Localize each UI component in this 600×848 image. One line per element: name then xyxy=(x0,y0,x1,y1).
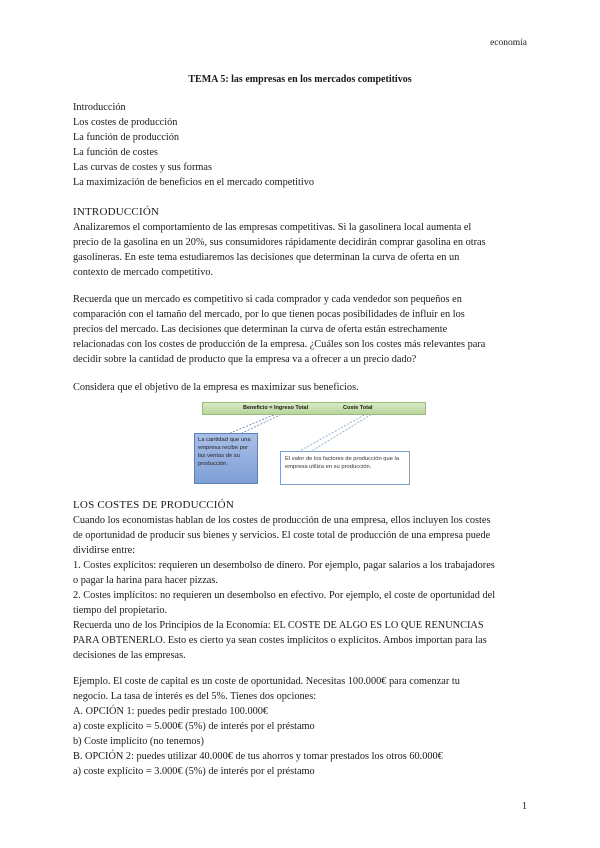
intro-section xyxy=(73,205,528,280)
toc-item: Las curvas de costes y sus formas xyxy=(73,162,212,173)
page-title: TEMA 5: las empresas en los mercados competitivos xyxy=(188,74,412,85)
paragraph-line: negocio. La tasa de interés es del 5%. Tienes dos opciones: xyxy=(73,691,317,702)
toc-item: Los costes de producción xyxy=(73,117,178,128)
callout-pointer-left xyxy=(228,414,282,434)
page-number: 1 xyxy=(522,801,527,812)
section-heading-intro: INTRODUCCIÓN xyxy=(73,206,160,218)
paragraph-line: o pagar la harina para hacer pizzas. xyxy=(73,575,218,586)
header-subject: economía xyxy=(490,38,527,48)
paragraph-line: 2. Costes implícitos: no requieren un desembolso en efectivo. Por ejemplo, el coste de oportunidad del xyxy=(73,590,496,601)
table-of-contents xyxy=(73,100,528,190)
paragraph-line: B. OPCIÓN 2: puedes utilizar 40.000€ de tus ahorros y tomar prestados los otros 60.000€ xyxy=(73,751,443,762)
paragraph-line: 1. Costes explícitos: requieren un desembolso de dinero. Por ejemplo, pagar salarios a los trabajadores xyxy=(73,560,495,571)
paragraph-line: A. OPCIÓN 1: puedes pedir prestado 100.000€ xyxy=(73,706,269,717)
paragraph-line: Recuerda que un mercado es competitivo si cada comprador y cada vendedor son pequeños en xyxy=(73,294,462,305)
paragraph-line: gasolineras. En este tema estudiaremos las decisiones que determinan la curva de oferta en un xyxy=(73,252,460,263)
callout-total-cost: El valor de los factores de producción que la empresa utiliza en su producción. xyxy=(280,451,410,485)
paragraph-line: a) coste explícito = 5.000€ (5%) de interés por el préstamo xyxy=(73,721,315,732)
toc-item: Introducción xyxy=(73,102,126,113)
paragraph-line: a) coste explícito = 3.000€ (5%) de interés por el préstamo xyxy=(73,766,315,777)
paragraph-line: b) Coste implícito (no tenemos) xyxy=(73,736,204,747)
paragraph-line: precio de la gasolina en un 20%, sus consumidores rápidamente decidirán comprar gasolina en otras xyxy=(73,237,486,248)
paragraph-line: dividirse entre: xyxy=(73,545,136,556)
formula-right: Coste Total xyxy=(343,405,373,411)
formula-left: Beneficio = Ingreso Total xyxy=(243,405,309,411)
paragraph-line: relacionadas con los costes de producción de la empresa. ¿Cuáles son los costes más relevantes para xyxy=(73,339,486,350)
intro-paragraph-2 xyxy=(73,292,528,367)
callout-total-revenue: La cantidad que una empresa recibe por las ventas de su producción. xyxy=(194,433,258,484)
toc-item: La función de producción xyxy=(73,132,180,143)
intro-paragraph-3 xyxy=(73,380,528,395)
paragraph-line: contexto de mercado competitivo. xyxy=(73,267,214,278)
paragraph-line: decidir sobre la cantidad de producto que la empresa va a ofrecer a un precio dado? xyxy=(73,354,417,365)
callout-pointer-right xyxy=(298,414,372,452)
paragraph-line: Considera que el objetivo de la empresa es maximizar sus beneficios. xyxy=(73,382,359,393)
paragraph-line: Recuerda uno de los Principios de la Economía: EL COSTE DE ALGO ES LO QUE RENUNCIAS xyxy=(73,620,484,631)
paragraph-line: comparación con el tamaño del mercado, por lo que tienen pocas posibilidades de influir en los xyxy=(73,309,465,320)
paragraph-line: de oportunidad de producir sus bienes y servicios. El coste total de producción de una empresa puede xyxy=(73,530,491,541)
costs-section xyxy=(73,498,528,663)
paragraph-line: Ejemplo. El coste de capital es un coste de oportunidad. Necesitas 100.000€ para comenzar tu xyxy=(73,676,460,687)
example-section xyxy=(73,674,528,779)
paragraph-line: Cuando los economistas hablan de los costes de producción de una empresa, ellos incluyen los costes xyxy=(73,515,491,526)
paragraph-line: precios del mercado. Las decisiones que determinan la curva de oferta están estrechamente xyxy=(73,324,448,335)
paragraph-line: PARA OBTENERLO. Esto es cierto ya sean costes implícitos o explícitos. Ambos importan para las xyxy=(73,635,487,646)
paragraph-line: Analizaremos el comportamiento de las empresas competitivas. Si la gasolinera local aumenta el xyxy=(73,222,472,233)
paragraph-line: tiempo del propietario. xyxy=(73,605,168,616)
profit-formula-bar xyxy=(202,402,426,415)
toc-item: La maximización de beneficios en el mercado competitivo xyxy=(73,177,315,188)
toc-item: La función de costes xyxy=(73,147,158,158)
profit-diagram xyxy=(170,400,430,495)
paragraph-line: decisiones de las empresas. xyxy=(73,650,186,661)
section-heading-costs: LOS COSTES DE PRODUCCIÓN xyxy=(73,499,234,511)
